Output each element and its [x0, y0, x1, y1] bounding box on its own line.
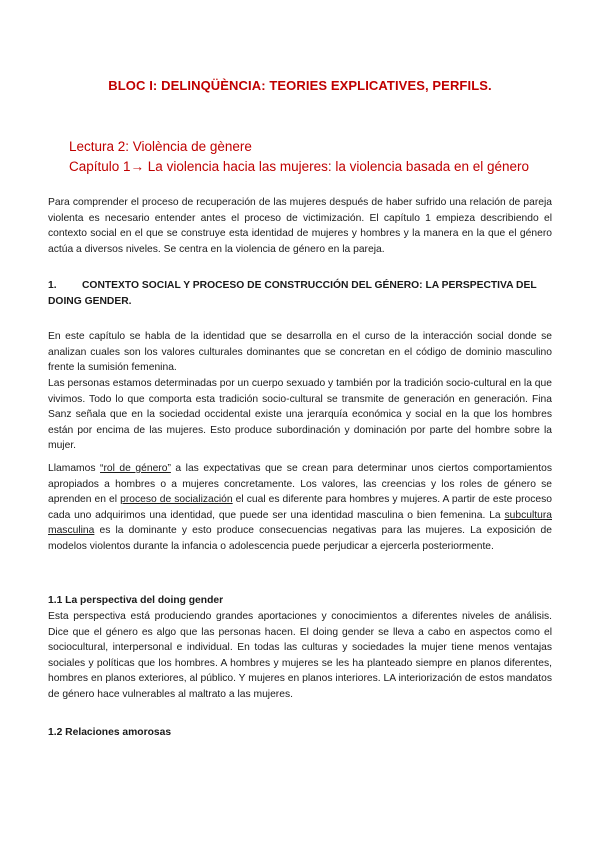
subsection-1-2-heading: 1.2 Relaciones amorosas	[48, 727, 172, 738]
section-1-paragraph-1: En este capítulo se habla de la identidad que se desarrolla en el curso de la interacción social donde se analizan cuales son los valores culturales dominantes que se concretan en el código de dominio masculino frente la sumisión femenina.	[48, 331, 552, 374]
reading-title: Lectura 2: Violència de gènere	[69, 139, 252, 154]
underlined-term-proceso-de-socializacion: proceso de socialización	[120, 494, 233, 506]
section-1-title: CONTEXTO SOCIAL Y PROCESO DE CONSTRUCCIÓN DEL GÉNERO: LA PERSPECTIVA DEL DOING GENDER.	[48, 280, 537, 307]
underlined-term-subcultura-masculina: subcultura masculina	[48, 509, 552, 537]
text-run: a las expectativas que se crean para determinar unos ciertos comportamientos apropiados a hombres o a mujeres concretamente. Los valores, las creencias y los roles de género se aprenden en el	[48, 463, 552, 506]
section-1-heading	[48, 278, 552, 309]
chapter-label: Capítulo 1	[69, 159, 131, 174]
subsection-1-1-paragraph: Esta perspectiva está produciendo grandes aportaciones y conocimientos a diferentes niveles de análisis. Dice que el género es algo que las personas hacen. El doing gender se lleva a cabo en aspectos como el sociocultural, interpersonal e individual. En todas las culturas y sociedades la mujer tiene menos ventajas sociales y políticas que los hombres. A hombres y mujeres se les ha planteado siempre en planos diferentes, hombres en planos exteriores, al público. Y mujeres en planos interiores. LA interiorización de estos mandatos de género hace vulnerables al maltrato a las mujeres.	[48, 611, 552, 700]
text-run: es la dominante y esto produce consecuencias negativas para las mujeres. La exposición de modelos violentos durante la infancia o adolescencia puede perjudicar a ejercerla posteriormente.	[48, 525, 552, 552]
chapter-subtitle: La violencia hacia las mujeres: la violencia basada en el género	[144, 159, 530, 174]
document-title: BLOC I: DELINQÜÈNCIA: TEORIES EXPLICATIVES, PERFILS.	[108, 78, 492, 93]
intro-paragraph: Para comprender el proceso de recuperación de las mujeres después de haber sufrido una relación de pareja violenta es necesario entender antes el proceso de victimización. El capítulo 1 empieza describiendo el contexto social en el que se construye esta identidad de mujeres y hombres y la manera en la que el género actúa a diversos niveles. Se centra en la violencia de género en la pareja.	[48, 197, 552, 255]
section-1-number: 1.	[48, 280, 57, 291]
section-1-paragraph-2: Las personas estamos determinadas por un cuerpo sexuado y también por la tradición socio-cultural en la que vivimos. Todo lo que comporta esta tradición socio-cultural se transmite de generación en generación. Fina Sanz señala que en la sociedad occidental existe una jerarquía económica y social en la que los hombres están por encima de las mujeres. Esto produce subordinación y dominación por parte del hombre sobre la mujer.	[48, 378, 552, 452]
reading-heading	[69, 137, 529, 177]
chapter-title	[69, 157, 529, 177]
arrow-icon: →	[130, 159, 145, 174]
text-run: Llamamos	[48, 463, 101, 474]
section-1-paragraph-3	[48, 461, 552, 555]
text-run: el cual es diferente para hombres y mujeres. A partir de este proceso cada uno adquirimos una identidad, que puede ser una identidad masculina o bien femenina. La	[48, 494, 552, 521]
subsection-1-1-heading: 1.1 La perspectiva del doing gender	[48, 595, 224, 606]
underlined-term-rol-de-genero: “rol de género”	[100, 463, 171, 474]
